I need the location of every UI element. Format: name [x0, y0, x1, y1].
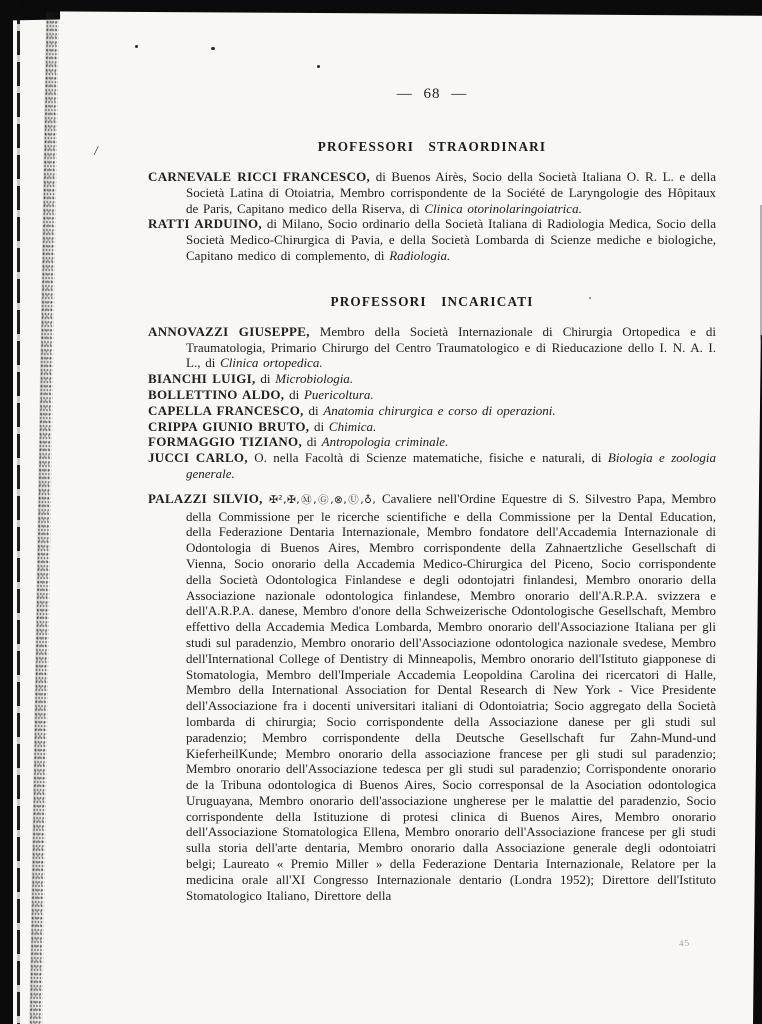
entry-subject-italic: Chimica. [328, 418, 377, 434]
entry-description-text: Membro della Società Internazionale di Chirurgia Ortopedica e di Traumatologia, Primario Chirurgo del Centro Traumatologico e di Rieducazione dello I. N. A. I. L., di [186, 323, 716, 371]
entry-description-text: di Buenos Airès, Socio della Società Italiana O. R. L. e della Società Latina di Otoiatria, Membro corrispondente de la Société de Laryngologie des Hôpitaux de Paris, Capitano medico della Riserva, di [186, 169, 716, 216]
ink-speck [211, 47, 215, 50]
scan-edge-top-band [0, 0, 762, 16]
entry-description-text: di [303, 402, 324, 418]
scan-binding-shadow [29, 12, 59, 1024]
faculty-entry [148, 387, 716, 403]
entry-subject-italic: Clinica otorinolaringoiatrica. [424, 200, 582, 216]
entry-professor-name: ANNOVAZZI GIUSEPPE, [148, 323, 310, 339]
section-professori-incaricati [148, 294, 716, 904]
margin-slash-mark: / [93, 143, 99, 160]
ink-speck [135, 45, 138, 48]
entries-list [148, 169, 716, 264]
entry-subject-italic: Antropologia criminale. [321, 434, 449, 450]
entry-professor-name: PALAZZI SILVIO, [148, 490, 263, 506]
ink-speck [317, 65, 320, 68]
scan-edge-left-line [17, 0, 20, 1024]
entry-subject-italic: Clinica ortopedica. [220, 355, 323, 371]
section-heading: PROFESSORI STRAORDINARI [317, 139, 547, 154]
entry-description-text: O. nella Facoltà di Scienze matematiche, fisiche e naturali, di [247, 450, 608, 466]
entry-subject-italic: Puericoltura. [303, 386, 374, 402]
faculty-entry [148, 491, 716, 904]
faculty-entry [148, 371, 716, 387]
entry-description-text: Cavaliere nell'Ordine Equestre di S. Silvestro Papa, Membro della Commissione per le ricerche scientifiche e della Commissione per la Dental Education, della Federazione Dentaria Internazionale, Membro fondatore dell'Accademia Internazionale di Odontologia di Buenos Aires, Membro corrispondente della Zahnaertzliche Gesellschaft di Vienna, Socio onorario della Accademia Medico-Chirurgica del Piceno, Socio corrispondente della Società Odontologica Finlandese e degli odontojatri finlandesi, Membro onorario della Associazione nazionale odontologica finlandese, Membro onorario dell'A.R.P.A. svizzera e dell'A.R.P.A. danese, Membro d'onore della Schweizerische Odontologische Gesellschaft, Membro effettivo della Accademia Medica Lombarda, Membro onorario dell'Associazione Italiana per gli studi sul paradenzio, Membro onorario dell'Associazione odontologica nazionale svedese, Membro dell'International College of Dentistry di Minneapolis, Membro onorario dell'Istituto giapponese di Stomatologia, Membro dell'Imperiale Accademia Leopoldina Carolina dei ricercatori di Halle, Membro della International Association for Dental Research di New York - Vice Presidente dell'Associazione fra i docenti universitari italiani di Odontoiatria; Socio aggregato della Società lombarda di chirurgia; Socio corrispondente della Associazione danese per gli studi sul paradenzio; Membro corrispondente della Deutsche Gesellschaft fur Zahn-Mund-und KieferheilKunde; Membro onorario della associazione francese per gli studi sul paradenzio; Membro onorario dell'Associazione tedesca per gli studi sul paradenzio; Corrispondente onorario de la Tribuna odontologica di Buenos Aires, Socio corresponsal de la Asociation odontologica Uruguayana, Membro onorario dell'associazione ungherese per le malattie del paradenzio, Socio corrispondente della Istituzione di protesi clinica di Buenos Aires, Membro onorario dell'Associazione Stomatologica Ellena, Membro onorario dell'Associazione francese per gli studi sulla storia dell'arte dentaria, Membro onorario dalla Associazione generale degli odontoiatri belgi; Laureato « Premio Miller » della Federazione Dentaria Internazionale, Relatore per la medicina orale all'XI Congresso Internazionale dentario (Londra 1952); Direttore dell'Istituto Stomatologico Italiano, Direttore della [186, 490, 717, 903]
entry-description-text: di Milano, Socio ordinario della Società Italiana di Radiologia Medica, Socio della Società Medico-Chirurgica di Pavia, e della Società Lombarda di Scienze mediche e biologiche, Capitano medico di complemento, di [186, 216, 716, 263]
section-heading: PROFESSORI INCARICATI [330, 293, 534, 309]
entry-professor-name: BOLLETTINO ALDO, [148, 386, 285, 402]
entry-professor-name: CRIPPA GIUNIO BRUTO, [148, 418, 310, 434]
entry-decorations-icons: ✠²,✠,Ⓜ,Ⓖ,⊗,Ⓤ,♁, [262, 493, 377, 506]
page-content [148, 86, 716, 903]
entry-description-text: di [255, 371, 276, 387]
faculty-entry [148, 450, 716, 482]
entry-professor-name: CAPELLA FRANCESCO, [148, 402, 304, 418]
entry-subject-italic: Anatomia chirurgica e corso di operazioni. [323, 402, 556, 418]
corner-smudge-mark: 45 [678, 937, 691, 949]
entry-description-text: di [309, 418, 329, 434]
faculty-entry [148, 216, 716, 263]
faculty-entry [148, 324, 716, 371]
entry-description-text: di [284, 386, 304, 402]
page-number: — 68 — [396, 86, 468, 102]
entry-professor-name: JUCCI CARLO, [148, 450, 248, 466]
entry-professor-name: RATTI ARDUINO, [148, 216, 262, 232]
entry-professor-name: BIANCHI LUIGI, [148, 371, 256, 387]
scan-edge-right-band [753, 335, 762, 1024]
faculty-entry [148, 419, 716, 435]
scan-edge-left-band [0, 0, 13, 1024]
entry-description-text: di [302, 434, 322, 450]
entry-professor-name: CARNEVALE RICCI FRANCESCO, [148, 169, 371, 184]
faculty-entry [148, 169, 716, 216]
section-professori-straordinari [148, 139, 716, 264]
entry-subject-italic: Microbiologia. [275, 371, 354, 387]
entries-list [148, 324, 716, 904]
entry-subject-italic: Biologia e zoologia generale. [186, 450, 716, 481]
faculty-entry [148, 434, 716, 450]
entry-subject-italic: Radiologia. [389, 247, 451, 263]
faculty-entry [148, 403, 716, 419]
entry-professor-name: FORMAGGIO TIZIANO, [148, 434, 303, 450]
